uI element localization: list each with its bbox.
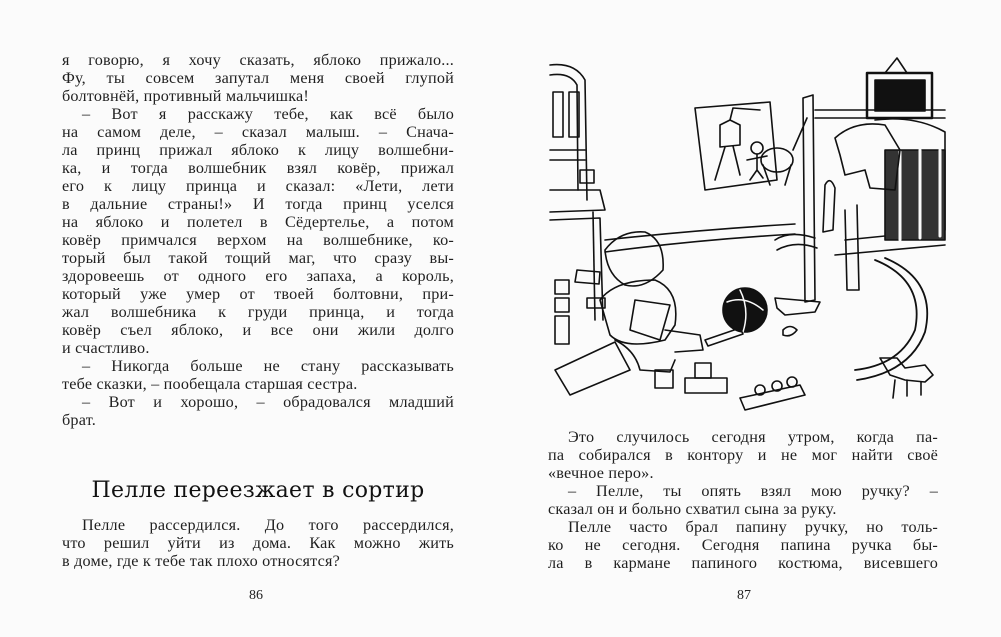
text-line: – Вот я расскажу тебе, как всё было [82, 105, 454, 123]
text-line: Пелле часто брал папину ручку, но толь- [568, 518, 938, 536]
text-line: ка, и тогда волшебник взял ковёр, прижал [62, 159, 454, 177]
text-line: – Вот и хорошо, – обрадовался младший [82, 393, 454, 411]
text-line: торый был такой тощий маг, что сразу вы- [62, 249, 454, 267]
text-line: ковёр съел яблоко, и все они жили долго [62, 321, 454, 339]
page-number: 87 [737, 588, 751, 603]
left-page-text [62, 51, 454, 429]
left-page [0, 0, 500, 637]
text-line: Пелле рассердился. До того рассердился, [82, 516, 454, 534]
text-line: в дальние страны!» И тогда принц уселся [62, 195, 454, 213]
text-line: Это случилось сегодня утром, когда па- [568, 428, 938, 446]
page-number: 86 [249, 588, 263, 603]
text-line: на самом деле, – сказал малыш. – Снача- [62, 123, 454, 141]
text-line: ла принц прижал яблоко к лицу волшебни- [62, 141, 454, 159]
text-line: па собирался в контору и не мог найти своё [548, 446, 938, 464]
right-page-text [548, 428, 938, 572]
text-line: ла в кармане папиного костюма, висевшего [548, 554, 938, 572]
text-line: брат. [62, 411, 96, 429]
text-line: ковёр примчался верхом на волшебнике, ко- [62, 231, 454, 249]
text-line: его к лицу принца и сказал: «Лети, лети [62, 177, 454, 195]
text-line: Фу, ты совсем запутал меня своей глупой [62, 69, 454, 87]
text-line: сказал он и больно схватил сына за руку. [548, 500, 837, 518]
text-line: «вечное перо». [548, 464, 654, 482]
text-line: жал волшебника к груди принца, и тогда [62, 303, 454, 321]
text-line: что решил уйти из дома. Как можно жить [62, 534, 454, 552]
text-line: тебе сказки, – пообещала старшая сестра. [62, 375, 358, 393]
text-line: – Пелле, ты опять взял мою ручку? – [568, 482, 938, 500]
text-line: который уже умер от твоей болтовни, при- [62, 285, 454, 303]
chapter-title: Пелле переезжает в сортир [91, 478, 425, 503]
illustration-child-room-icon [545, 40, 965, 415]
chapter-opening-text [62, 516, 454, 570]
text-line: на яблоко и полетел в Сёдертелье, а потом [62, 213, 454, 231]
text-line: здоровеешь от одного его запаха, а король, [62, 267, 454, 285]
text-line: ко не сегодня. Сегодня папина ручка бы- [548, 536, 938, 554]
text-line: я говорю, я хочу сказать, яблоко прижало... [62, 51, 454, 69]
text-line: в доме, где к тебе так плохо относятся? [62, 552, 341, 570]
text-line: болтовнёй, противный мальчишка! [62, 87, 310, 105]
text-line: и счастливо. [62, 339, 150, 357]
text-line: – Никогда больше не стану рассказывать [82, 357, 454, 375]
